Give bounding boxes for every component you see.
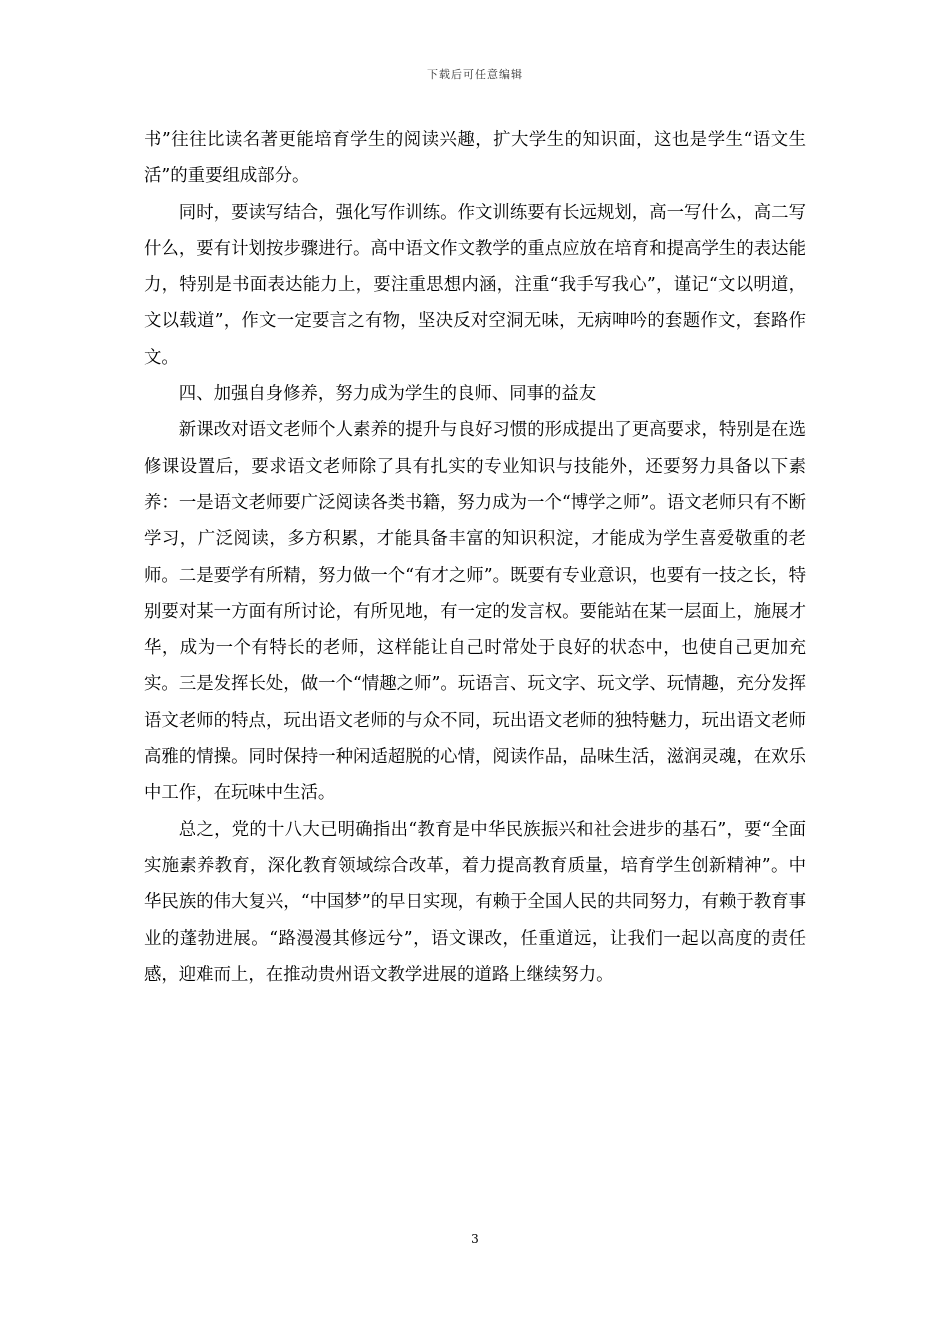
page-header: 下载后可任意编辑 <box>427 68 523 81</box>
section-heading: 四、加强自身修养，努力成为学生的良师、同事的益友 <box>178 384 597 405</box>
paragraph-teacher-qualities: 新课改对语文老师个人素养的提升与良好习惯的形成提出了更高要求，特别是在选修课设置后，要求语文老师除了具有扎实的专业知识与技能外，还要努力具备以下素养：一是语文老师要广泛阅读各类书籍，努力成为一个“博学之师”。语文老师只有不断学习，广泛阅读，多方积累，才能具备丰富的知识积淀，才能成为学生喜爱敬重的老师。二是要学有所精，努力做一个“有才之师”。既要有专业意识，也要有一技之长，特别要对某一方面有所讨论，有所见地，有一定的发言权。要能站在某一层面上，施展才华，成为一个有特长的老师，这样能让自己时常处于良好的状态中，也使自己更加充实。三是发挥长处，做一个“情趣之师”。玩语言、玩文字、玩文学、玩情趣，充分发挥语文老师的特点，玩出语文老师的与众不同，玩出语文老师的独特魅力，玩出语文老师高雅的情操。同时保持一种闲适超脱的心情，阅读作品，品味生活，滋润灵魂，在欢乐中工作，在玩味中生活。 <box>144 420 806 804</box>
paragraph-continuation: 书”往往比读名著更能培育学生的阅读兴趣，扩大学生的知识面，这也是学生“语文生活”的重要组成部分。 <box>144 130 806 187</box>
document-body <box>144 122 806 993</box>
paragraph-writing-training: 同时，要读写结合，强化写作训练。作文训练要有长远规划，高一写什么，高二写什么，要有计划按步骤进行。高中语文作文教学的重点应放在培育和提高学生的表达能力，特别是书面表达能力上，要注重思想内涵，注重“我手写我心”，谨记“文以明道，文以载道”，作文一定要言之有物，坚决反对空洞无味，无病呻吟的套题作文，套路作文。 <box>144 202 806 368</box>
paragraph-conclusion: 总之，党的十八大已明确指出“教育是中华民族振兴和社会进步的基石”，要“全面实施素养教育，深化教育领域综合改革，着力提高教育质量，培育学生创新精神”。中华民族的伟大复兴，“中国梦”的早日实现，有赖于全国人民的共同努力，有赖于教育事业的蓬勃进展。“路漫漫其修远兮”，语文课改，任重道远，让我们一起以高度的责任感，迎难而上，在推动贵州语文教学进展的道路上继续努力。 <box>144 819 806 985</box>
page-number: 3 <box>471 1232 479 1246</box>
